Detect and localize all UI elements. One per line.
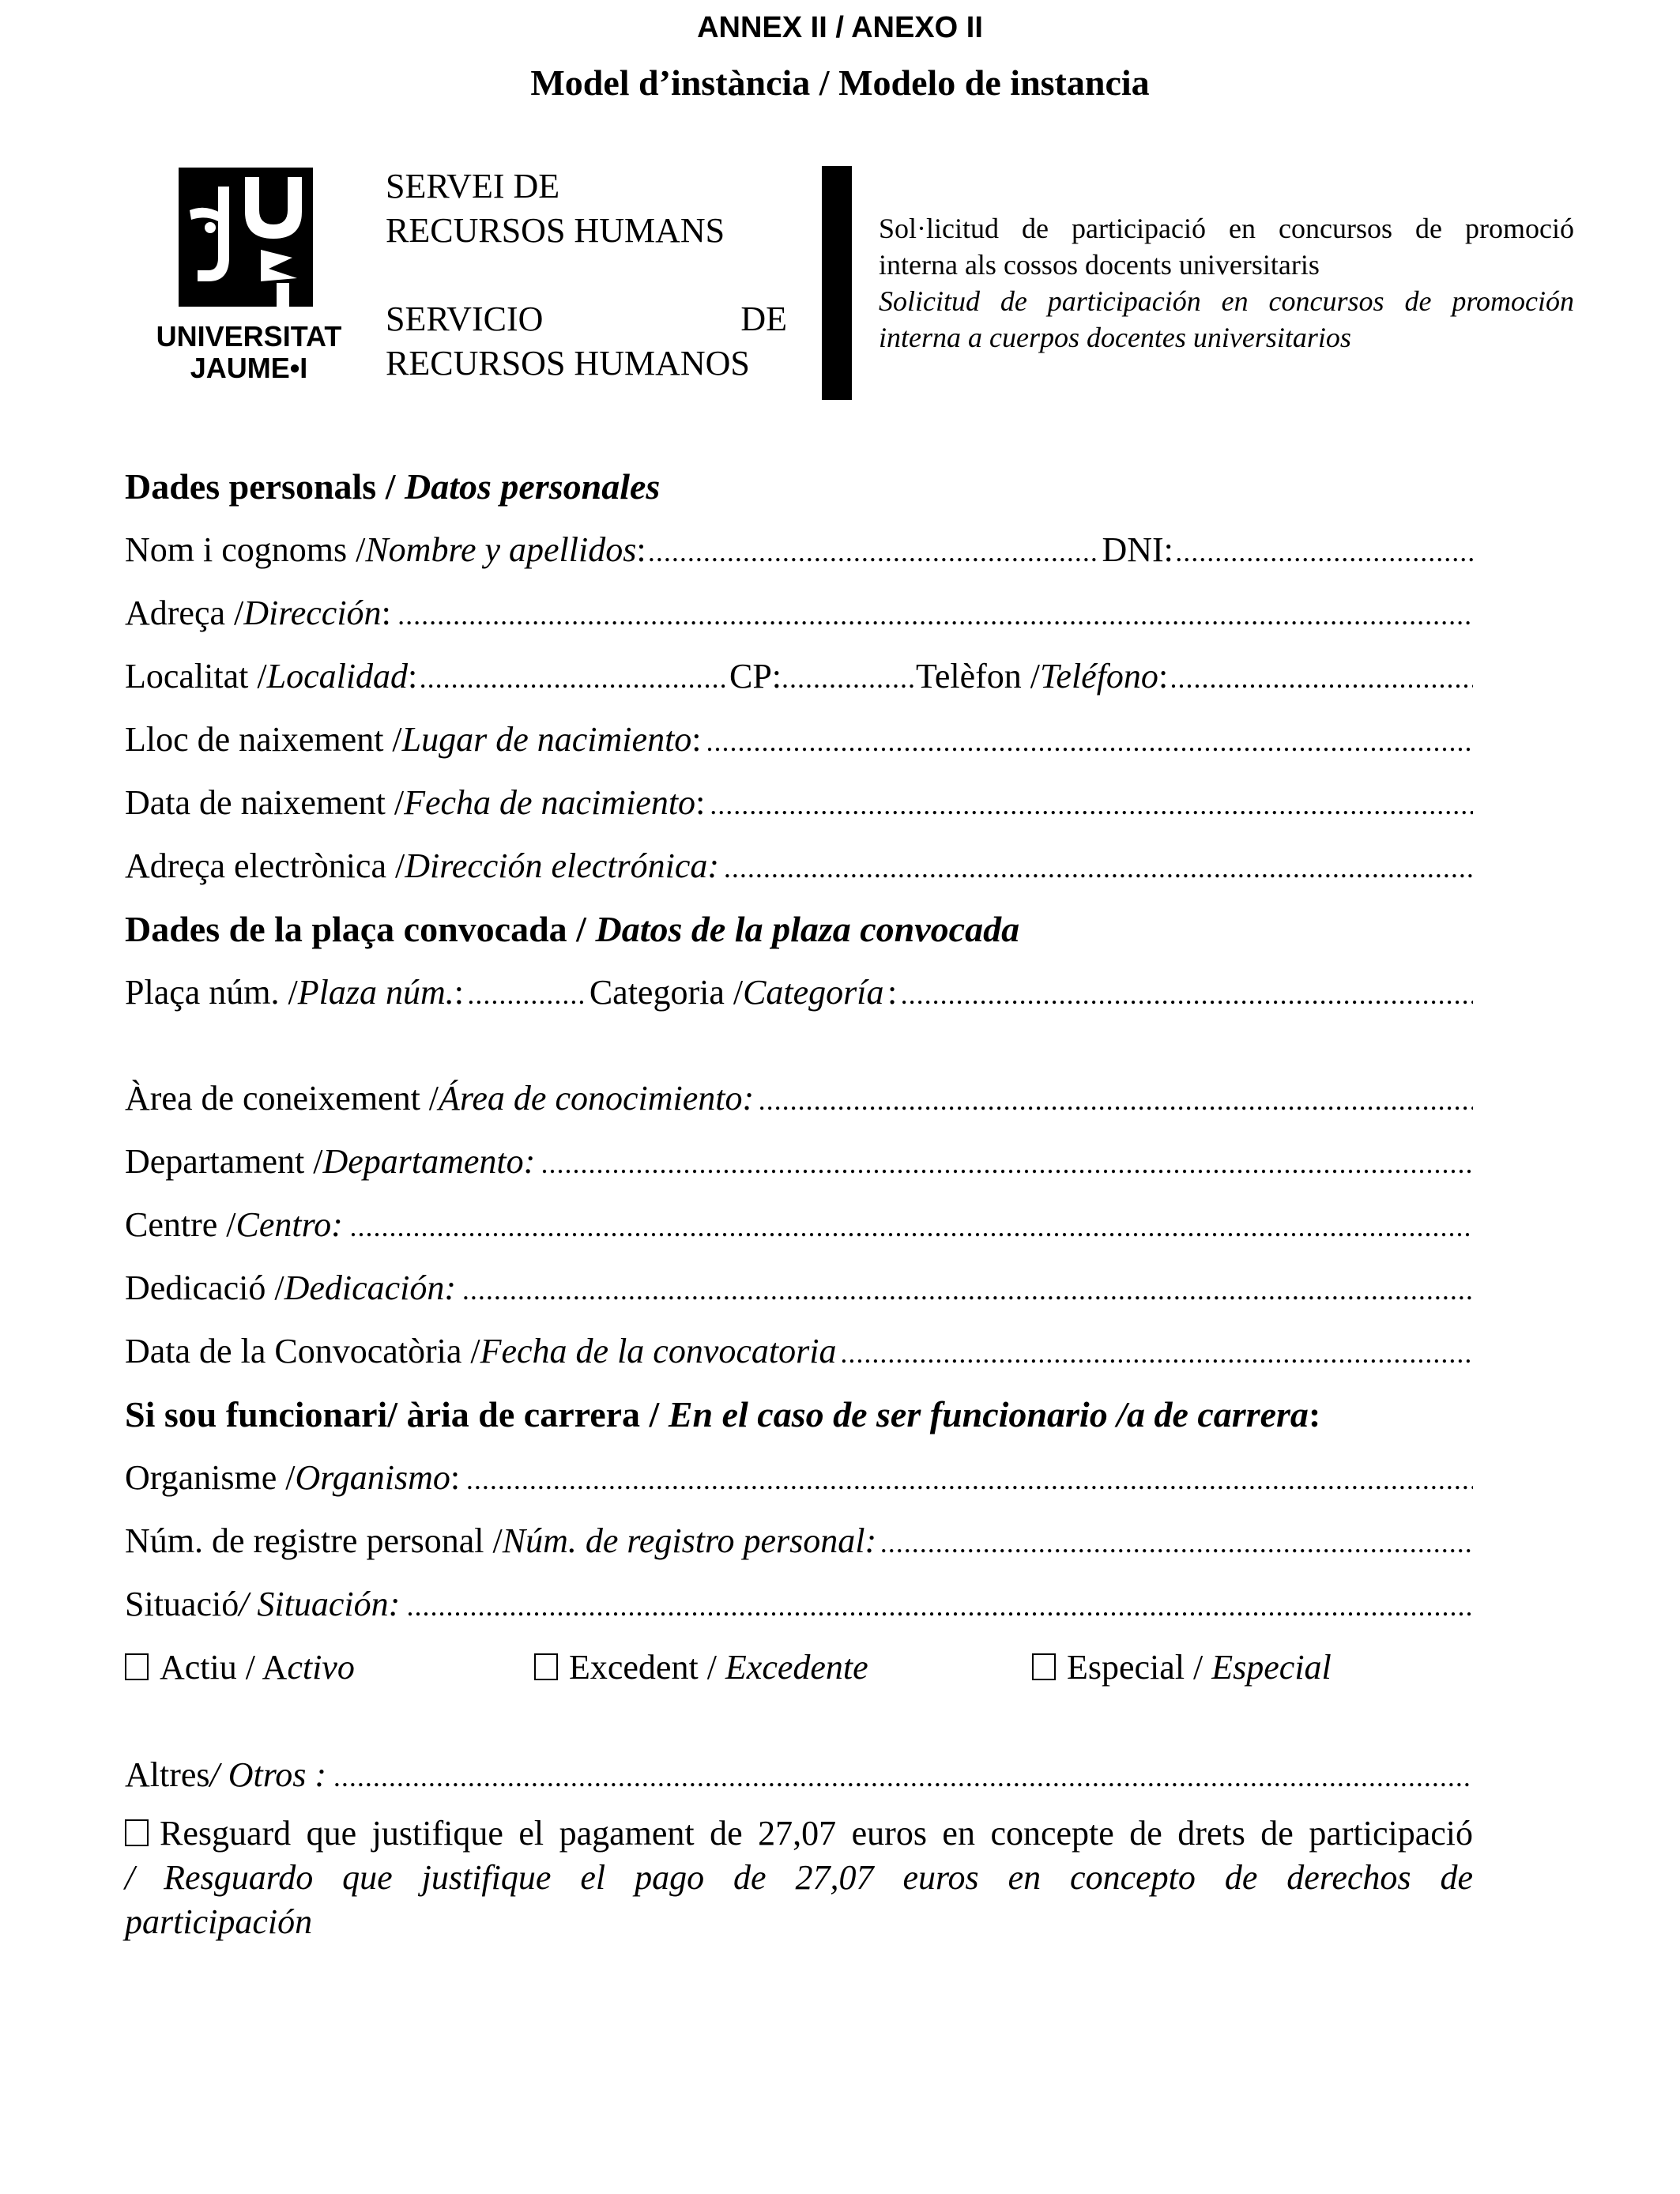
department-blank[interactable] — [541, 1140, 1473, 1186]
area-label-es: Área de conocimiento: — [439, 1079, 755, 1118]
others-field[interactable] — [125, 1753, 1473, 1799]
phone-label-ca: Telèfon / — [916, 657, 1040, 696]
checkbox-icon[interactable] — [125, 1819, 149, 1846]
locality-label-ca: Localitat / — [125, 657, 267, 696]
call-date-field[interactable] — [125, 1329, 1473, 1375]
address-blank[interactable] — [397, 591, 1473, 637]
email-label-ca: Adreça electrònica / — [125, 846, 405, 885]
dni-label: DNI: — [1102, 530, 1173, 569]
category-label-ca: Categoria / — [589, 973, 744, 1012]
address-field[interactable]: Adreça / Dirección : . . . — [125, 591, 1473, 637]
birthplace-blank[interactable] — [706, 718, 1473, 763]
option-excedent-label-ca: Excedent / — [569, 1648, 725, 1687]
cp-blank[interactable] — [782, 654, 916, 700]
organism-field[interactable]: Organisme / Organismo : . . . — [125, 1456, 1473, 1502]
receipt-line2: / Resguardo que justifique el pago de 27,07 euros en concepto de derechos de — [125, 1858, 1473, 1897]
section-civil-heading-es: En el caso de ser funcionario /a de carrera — [668, 1394, 1309, 1434]
option-excedent-label-es: Excedente — [725, 1648, 868, 1687]
centre-field[interactable] — [125, 1203, 1473, 1249]
request-description — [879, 210, 1574, 356]
option-special[interactable] — [1032, 1646, 1332, 1690]
dedication-field[interactable] — [125, 1266, 1473, 1312]
plaza-field[interactable]: Plaça núm. / Plaza núm. : . . . Categoria / Categoría : . . . — [125, 971, 1473, 1016]
email-blank[interactable] — [724, 844, 1473, 890]
request-ca-line2: interna als cossos docents universitaris — [879, 249, 1320, 281]
receipt-line1 — [125, 1811, 1473, 1856]
option-special-label-es: Especial — [1211, 1648, 1332, 1687]
centre-blank[interactable] — [349, 1203, 1473, 1249]
situation-label-ca: Situació — [125, 1585, 239, 1623]
knowledge-area-field[interactable] — [125, 1076, 1473, 1122]
cp-label: CP: — [729, 657, 782, 696]
organism-label-ca: Organisme / — [125, 1458, 296, 1497]
email-label-es: Dirección electrónica: — [405, 846, 720, 885]
service-name-ca — [386, 164, 725, 253]
checkbox-icon[interactable] — [534, 1653, 558, 1680]
situation-label-es: / Situación: — [239, 1585, 401, 1623]
category-blank[interactable] — [901, 971, 1473, 1016]
area-label-ca: Àrea de coneixement / — [125, 1079, 439, 1118]
name-label-ca: Nom i cognoms / — [125, 530, 366, 569]
phone-label-es: Teléfono — [1039, 657, 1158, 696]
call-date-label-es: Fecha de la convocatoria — [480, 1332, 837, 1370]
request-es-line1: Solicitud de participación en concursos de promoción — [879, 285, 1574, 317]
centre-label-ca: Centre / — [125, 1205, 236, 1244]
birthplace-field[interactable]: Lloc de naixement / Lugar de nacimiento : . . . — [125, 718, 1473, 763]
vertical-divider — [822, 166, 852, 400]
section-personal-heading-es: Datos personales — [404, 466, 661, 507]
checkbox-icon[interactable] — [1032, 1653, 1056, 1680]
organism-label-es: Organismo — [295, 1458, 450, 1497]
others-label-ca: Altres — [125, 1755, 210, 1794]
name-blank[interactable] — [648, 528, 1098, 574]
others-blank[interactable] — [333, 1753, 1473, 1799]
option-active-label-es: ctivo — [287, 1648, 355, 1687]
category-label-es: Categoría — [743, 973, 884, 1012]
department-field[interactable] — [125, 1140, 1473, 1186]
receipt-text-ca: Resguard que justifique el pagament de 27,07 euros en concepte de drets de participació — [160, 1814, 1473, 1853]
birthdate-label-ca: Data de naixement / — [125, 783, 405, 822]
service-ca-line1: SERVEI DE — [386, 167, 560, 205]
department-label-ca: Departament / — [125, 1142, 323, 1181]
section-civil-servant: Si sou funcionari/ ària de carrera / En el caso de ser funcionario /a de carrera: — [125, 1394, 1321, 1434]
dni-blank[interactable] — [1175, 528, 1473, 574]
annex-title: ANNEX II / ANEXO II — [697, 11, 983, 44]
centre-label-es: Centro: — [235, 1205, 343, 1244]
address-label-ca: Adreça / — [125, 594, 244, 632]
phone-blank[interactable] — [1170, 654, 1474, 700]
email-field[interactable] — [125, 844, 1473, 890]
plaza-label-ca: Plaça núm. / — [125, 973, 298, 1012]
call-date-label-ca: Data de la Convocatòria / — [125, 1332, 480, 1370]
dedication-label-es: Dedicación: — [284, 1269, 457, 1307]
university-logo — [142, 163, 356, 384]
plaza-label-es: Plaza núm. — [297, 973, 454, 1012]
service-es-line2: RECURSOS HUMANOS — [386, 344, 750, 383]
model-title: Model d’instància / Modelo de instancia — [530, 62, 1150, 103]
section-position-heading-ca: Dades de la plaça convocada / — [125, 909, 596, 949]
section-position-data — [125, 907, 1019, 952]
section-personal-heading-ca: Dades personals / — [125, 466, 405, 507]
birthdate-label-es: Fecha de nacimiento — [404, 783, 696, 822]
service-name-es — [386, 297, 787, 386]
name-field[interactable]: Nom i cognoms / Nombre y apellidos : . . . DNI: . . . — [125, 528, 1473, 574]
birthdate-field[interactable]: Data de naixement / Fecha de nacimiento : . . . — [125, 781, 1473, 827]
registry-blank[interactable] — [880, 1519, 1473, 1565]
registry-label-es: Núm. de registro personal: — [502, 1521, 877, 1560]
organism-blank[interactable] — [466, 1456, 1473, 1502]
logo-text-jaume: JAUME•I — [190, 352, 308, 384]
department-label-es: Departamento: — [322, 1142, 536, 1181]
dedication-blank[interactable] — [462, 1266, 1473, 1312]
request-ca-line1: Sol·licitud de participació en concursos de promoció — [879, 213, 1574, 244]
option-active[interactable] — [125, 1646, 355, 1690]
checkbox-icon[interactable] — [125, 1653, 149, 1680]
logo-text-university: UNIVERSITAT — [156, 320, 342, 352]
dedication-label-ca: Dedicació / — [125, 1269, 284, 1307]
area-blank[interactable] — [759, 1076, 1473, 1122]
name-label-es: Nombre y apellidos — [365, 530, 637, 569]
request-es-line2: interna a cuerpos docentes universitarios — [879, 322, 1351, 353]
situation-field[interactable] — [125, 1582, 1473, 1628]
service-ca-line2: RECURSOS HUMANS — [386, 211, 725, 250]
registry-number-field[interactable] — [125, 1519, 1473, 1565]
address-label-es: Dirección — [243, 594, 382, 632]
call-date-blank[interactable] — [840, 1329, 1473, 1375]
birthdate-blank[interactable] — [710, 781, 1473, 827]
birthplace-label-ca: Lloc de naixement / — [125, 720, 402, 759]
others-label-es: / Otros : — [209, 1755, 327, 1794]
section-position-heading-es: Datos de la plaza convocada — [595, 909, 1020, 949]
service-es-word1: SERVICIO — [386, 300, 544, 338]
locality-field[interactable]: Localitat / Localidad : . . . CP: . . . Telèfon / Teléfono : . . . — [125, 654, 1473, 700]
service-es-word2: DE — [740, 300, 787, 338]
receipt-line3: participación — [125, 1902, 313, 1941]
birthplace-label-es: Lugar de nacimiento — [401, 720, 692, 759]
locality-blank[interactable] — [420, 654, 728, 700]
section-civil-heading-ca: Si sou funcionari/ ària de carrera / — [125, 1394, 669, 1434]
locality-label-es: Localidad — [266, 657, 409, 696]
registry-label-ca: Núm. de registre personal / — [125, 1521, 503, 1560]
plaza-blank[interactable] — [467, 971, 586, 1016]
situation-blank[interactable] — [407, 1582, 1473, 1628]
option-active-label-ca: Actiu / A — [160, 1648, 288, 1687]
option-excedent[interactable] — [534, 1646, 868, 1690]
section-personal-data — [125, 465, 660, 509]
receipt-checkbox-item[interactable] — [125, 1811, 1473, 1944]
option-special-label-ca: Especial / — [1067, 1648, 1212, 1687]
university-logo-mark-icon — [142, 163, 356, 384]
